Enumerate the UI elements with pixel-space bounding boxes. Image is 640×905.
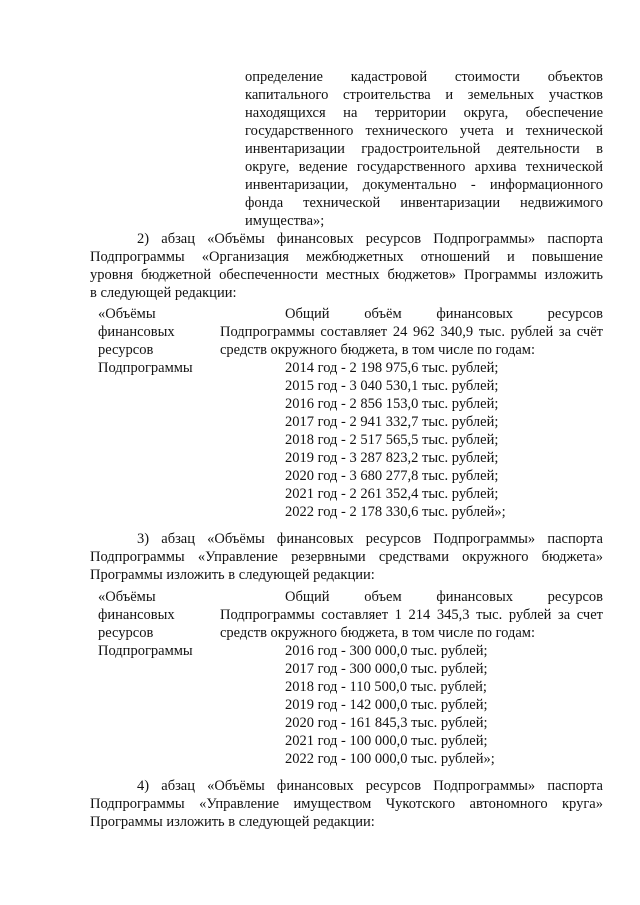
table-intro: средств окружного бюджета, в том числе по годам: xyxy=(220,625,536,641)
year-amount: 2016 год - 300 000,0 тыс. рублей; xyxy=(285,643,488,659)
table-label: ресурсов xyxy=(98,625,154,641)
table-intro: Общий объём финансовых ресурсов xyxy=(285,306,603,322)
paragraph-line: Подпрограммы «Организация межбюджетных отношений и повышение xyxy=(90,249,603,265)
year-amount: 2020 год - 3 680 277,8 тыс. рублей; xyxy=(285,468,499,484)
year-amount: 2021 год - 2 261 352,4 тыс. рублей; xyxy=(285,486,499,502)
year-amount: 2018 год - 2 517 565,5 тыс. рублей; xyxy=(285,432,499,448)
year-amount: 2017 год - 300 000,0 тыс. рублей; xyxy=(285,661,488,677)
top-block-line: инвентаризации, документально - информационного xyxy=(245,177,603,193)
top-block-line: находящихся на территории округа, обеспечение xyxy=(245,105,603,121)
table-label: ресурсов xyxy=(98,342,154,358)
table-intro: средств окружного бюджета, в том числе по годам: xyxy=(220,342,536,358)
year-amount: 2020 год - 161 845,3 тыс. рублей; xyxy=(285,715,488,731)
top-block-line: государственного технического учета и технической xyxy=(245,123,603,139)
paragraph-line: 2) абзац «Объёмы финансовых ресурсов Подпрограммы» паспорта xyxy=(137,231,603,247)
table-label: Подпрограммы xyxy=(98,360,193,376)
table-intro: Общий объем финансовых ресурсов xyxy=(285,589,603,605)
year-amount: 2022 год - 100 000,0 тыс. рублей»; xyxy=(285,751,495,767)
year-amount: 2018 год - 110 500,0 тыс. рублей; xyxy=(285,679,487,695)
table-intro: Подпрограммы составляет 24 962 340,9 тыс. рублей за счёт xyxy=(220,324,603,340)
top-block-line: определение кадастровой стоимости объектов xyxy=(245,69,603,85)
paragraph-line: 3) абзац «Объёмы финансовых ресурсов Подпрограммы» паспорта xyxy=(137,531,603,547)
paragraph-line: 4) абзац «Объёмы финансовых ресурсов Подпрограммы» паспорта xyxy=(137,778,603,794)
paragraph-line: в следующей редакции: xyxy=(90,285,237,301)
table-label: Подпрограммы xyxy=(98,643,193,659)
paragraph-line: Программы изложить в следующей редакции: xyxy=(90,814,375,830)
paragraph-line: Подпрограммы «Управление имуществом Чукотского автономного круга» xyxy=(90,796,603,812)
top-block-line: инвентаризации градостроительной деятельности в xyxy=(245,141,603,157)
year-amount: 2015 год - 3 040 530,1 тыс. рублей; xyxy=(285,378,499,394)
year-amount: 2017 год - 2 941 332,7 тыс. рублей; xyxy=(285,414,499,430)
table-label: финансовых xyxy=(98,324,175,340)
table-intro: Подпрограммы составляет 1 214 345,3 тыс. рублей за счет xyxy=(220,607,603,623)
top-block-line: фонда технической инвентаризации недвижимого xyxy=(245,195,603,211)
table-label: «Объёмы xyxy=(98,306,156,322)
year-amount: 2019 год - 142 000,0 тыс. рублей; xyxy=(285,697,488,713)
year-amount: 2016 год - 2 856 153,0 тыс. рублей; xyxy=(285,396,499,412)
paragraph-line: уровня бюджетной обеспеченности местных бюджетов» Программы изложить xyxy=(90,267,603,283)
top-block-line: имущества»; xyxy=(245,213,325,229)
paragraph-line: Программы изложить в следующей редакции: xyxy=(90,567,375,583)
year-amount: 2014 год - 2 198 975,6 тыс. рублей; xyxy=(285,360,499,376)
year-amount: 2019 год - 3 287 823,2 тыс. рублей; xyxy=(285,450,499,466)
table-label: финансовых xyxy=(98,607,175,623)
year-amount: 2021 год - 100 000,0 тыс. рублей; xyxy=(285,733,488,749)
year-amount: 2022 год - 2 178 330,6 тыс. рублей»; xyxy=(285,504,506,520)
paragraph-line: Подпрограммы «Управление резервными средствами окружного бюджета» xyxy=(90,549,603,565)
top-block-line: капитального строительства и земельных участков xyxy=(245,87,603,103)
table-label: «Объёмы xyxy=(98,589,156,605)
top-block-line: округе, ведение государственного архива технической xyxy=(245,159,603,175)
